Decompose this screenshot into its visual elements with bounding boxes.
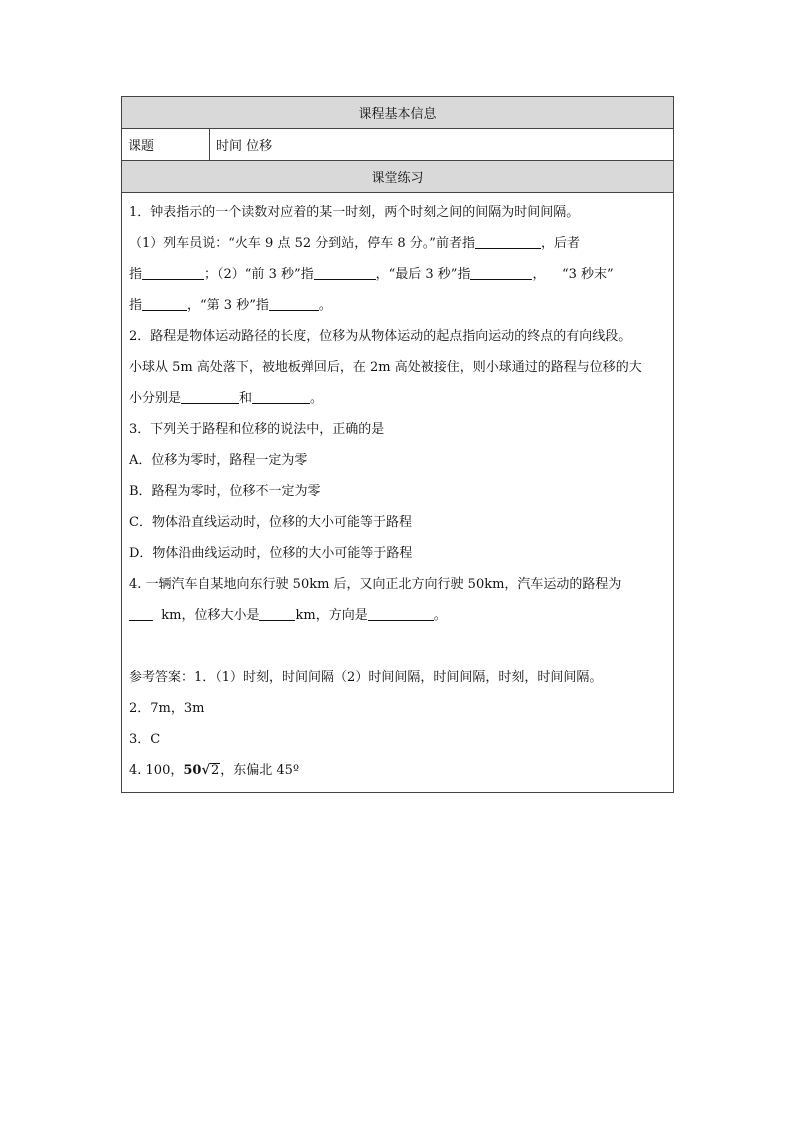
q1-line-b bbox=[129, 259, 666, 290]
q1-line-a bbox=[129, 228, 666, 259]
basic-info-header: 课程基本信息 bbox=[122, 97, 673, 129]
q1-text-b: ，后者 bbox=[540, 236, 580, 251]
answer-blank bbox=[142, 295, 187, 311]
q1-text-a: （1）列车员说：“火车 9 点 52 分到站，停车 8 分。”前者指 bbox=[129, 236, 475, 251]
answer-blank bbox=[142, 264, 204, 280]
answer-blank bbox=[368, 605, 434, 621]
q4-line-b bbox=[129, 600, 666, 631]
topic-row bbox=[122, 129, 673, 161]
answer-blank bbox=[259, 605, 295, 621]
answer-blank bbox=[252, 388, 310, 404]
q4-text-b: km，位移大小是 bbox=[161, 608, 260, 623]
answer-blank bbox=[269, 295, 319, 311]
q1-text-i: ，“第 3 秒”指 bbox=[187, 298, 269, 313]
q3-option-d: D．物体沿曲线运动时，位移的大小可能等于路程 bbox=[129, 546, 413, 561]
answer-line-4 bbox=[129, 755, 666, 786]
q2-line-b: 小球从 5m 高处落下，被地板弹回后，在 2m 高处被接住，则小球通过的路程与位移的大 bbox=[129, 360, 642, 375]
q1-text-d: ；（2）“前 3 秒”指 bbox=[204, 267, 314, 282]
answer-blank bbox=[475, 233, 541, 249]
ans4-coefficient: 50 bbox=[183, 763, 202, 778]
answer-line-3: 3．C bbox=[129, 732, 161, 747]
q2-text-e: 。 bbox=[310, 391, 324, 406]
q1-text-g: “3 秒末” bbox=[562, 267, 614, 282]
q4-text-c: km，方向是 bbox=[295, 608, 368, 623]
q3-option-a: A．位移为零时，路程一定为零 bbox=[129, 453, 308, 468]
answer-line-2: 2．7m，3m bbox=[129, 701, 205, 716]
q4-line-a: 4. 一辆汽车自某地向东行驶 50km 后，又向正北方向行驶 50km，汽车运动的路程为 bbox=[129, 577, 622, 592]
q2-line-c bbox=[129, 383, 666, 414]
practice-body bbox=[122, 193, 673, 792]
topic-label: 课题 bbox=[122, 129, 210, 160]
topic-value: 时间 位移 bbox=[216, 139, 273, 154]
ans4-text-a: 4. 100， bbox=[129, 763, 184, 778]
ans4-radicand: 2 bbox=[211, 763, 220, 778]
q1-line-c bbox=[129, 290, 666, 321]
q1-text-e: ，“最后 3 秒”指 bbox=[375, 267, 471, 282]
practice-header: 课堂练习 bbox=[122, 161, 673, 193]
answer-blank bbox=[129, 605, 153, 621]
spacer bbox=[129, 631, 666, 662]
course-sheet bbox=[121, 96, 674, 793]
q1-text-c: 指 bbox=[129, 267, 143, 282]
q1-text-j: 。 bbox=[318, 298, 332, 313]
q2-line-a: 2．路程是物体运动路径的长度，位移为从物体运动的起点指向运动的终点的有向线段。 bbox=[129, 329, 632, 344]
q1-text-h: 指 bbox=[129, 298, 143, 313]
answer-blank bbox=[181, 388, 239, 404]
q2-text-c: 小分别是 bbox=[129, 391, 182, 406]
q1-text-f: ， bbox=[532, 267, 546, 282]
q3-stem: 3．下列关于路程和位移的说法中，正确的是 bbox=[129, 422, 385, 437]
ans4-text-d: ，东偏北 45º bbox=[220, 763, 300, 778]
q2-text-d: 和 bbox=[239, 391, 253, 406]
answer-line-1: 参考答案：1．（1）时刻，时间间隔（2）时间间隔，时间间隔，时刻，时间间隔。 bbox=[129, 670, 603, 685]
q1-intro: 1．钟表指示的一个读数对应着的某一时刻，两个时刻之间的间隔为时间间隔。 bbox=[129, 205, 580, 220]
answer-blank bbox=[470, 264, 532, 280]
q4-text-d: 。 bbox=[433, 608, 447, 623]
q3-option-b: B．路程为零时，位移不一定为零 bbox=[129, 484, 321, 499]
sqrt-symbol: √ bbox=[201, 763, 210, 778]
answer-blank bbox=[314, 264, 376, 280]
q3-option-c: C．物体沿直线运动时，位移的大小可能等于路程 bbox=[129, 515, 412, 530]
